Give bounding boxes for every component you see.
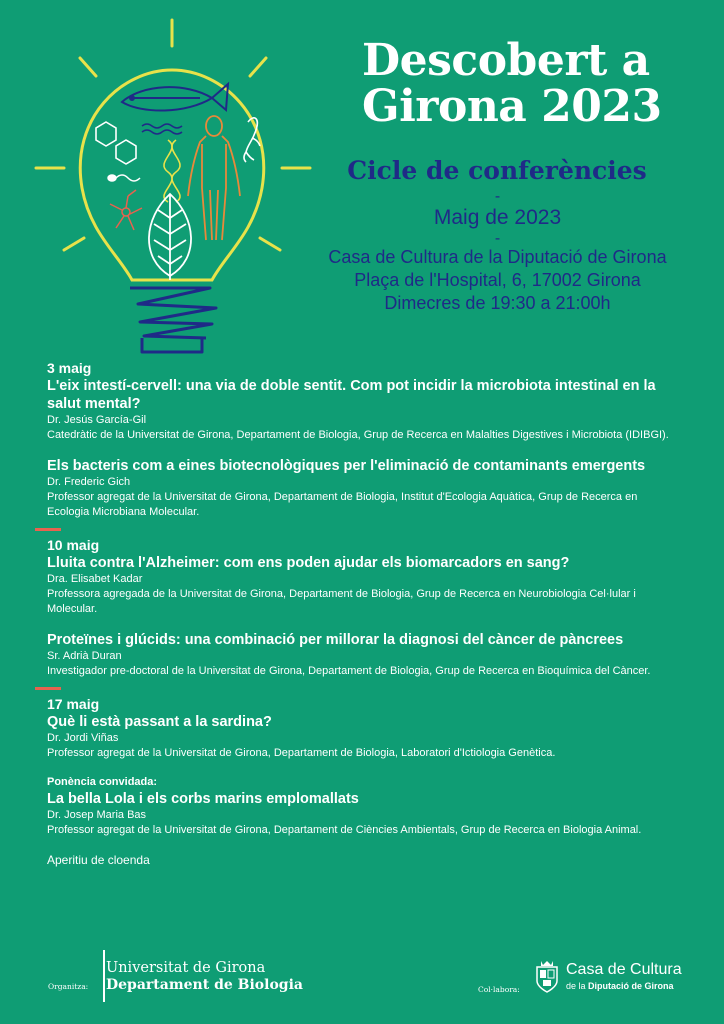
- day-section: [47, 537, 681, 679]
- day-section: [47, 360, 681, 520]
- lightbulb-illustration: [30, 18, 330, 358]
- bacterium-icon: [244, 118, 260, 162]
- day-divider: [35, 528, 61, 531]
- talk-speaker: Dr. Josep Maria Bas: [47, 809, 147, 821]
- talk-title: L'eix intestí-cervell: una via de doble sentit. Com pot incidir la microbiota intestinal en la salut mental?: [47, 378, 656, 412]
- talk-speaker: Sr. Adrià Duran: [47, 650, 122, 662]
- separator-dash: -: [494, 230, 501, 247]
- day-section: [47, 696, 681, 838]
- ray-right-bottom: [260, 238, 280, 250]
- human-body-icon: [188, 116, 240, 240]
- coat-of-arms-icon: [534, 959, 560, 993]
- talk: [47, 554, 681, 617]
- program: [47, 360, 681, 868]
- organizer-label: Organitza:: [48, 982, 89, 991]
- partner-sub-bold: Diputació de Girona: [588, 981, 674, 991]
- collaborator-label: Col·labora:: [478, 985, 520, 994]
- subtitle: Cicle de conferències: [347, 156, 647, 185]
- ray-left-top: [80, 58, 96, 76]
- fish-icon: [122, 84, 228, 111]
- talk-affiliation: Professor agregat de la Universitat de Girona, Departament de Biologia, Laboratori d'Ictiologia Genètica.: [47, 747, 556, 759]
- talk-speaker: Dr. Jordi Viñas: [47, 732, 119, 744]
- title-line-1: Descobert a: [362, 35, 650, 86]
- schedule: Dimecres de 19:30 a 21:00h: [384, 293, 611, 313]
- partner-subtitle: [566, 981, 674, 991]
- university-logo-rule: [103, 950, 105, 1002]
- talk-affiliation: Catedràtic de la Universitat de Girona, Departament de Biologia, Grup de Recerca en Malalties Digestives i Microbiota (IDIBGI).: [47, 429, 669, 441]
- talk-speaker: Dr. Frederic Gich: [47, 476, 131, 488]
- invited-label: Ponència convidada:: [47, 776, 158, 788]
- department-name: Departament de Biologia: [106, 977, 303, 993]
- talk-title: La bella Lola i els corbs marins emplomallats: [47, 791, 359, 807]
- closing-note: Aperitiu de cloenda: [47, 853, 150, 867]
- leaf-icon: [149, 194, 191, 280]
- talk-title: Què li està passant a la sardina?: [47, 714, 272, 730]
- talk-affiliation: Professora agregada de la Universitat de Girona, Departament de Biologia, Grup de Recerca en Neurobiologia Cel·lular i Molecular.: [47, 588, 636, 615]
- ray-right-top: [250, 58, 266, 76]
- neuron-icon: [110, 190, 142, 230]
- sperm-icon: [108, 175, 140, 181]
- talk-title: Lluita contra l'Alzheimer: com ens poden ajudar els biomarcadors en sang?: [47, 555, 570, 571]
- event-info: [310, 190, 685, 315]
- talk-title: Els bacteris com a eines biotecnològiques per l'eliminació de contaminants emergents: [47, 458, 646, 474]
- venue-line-2: Plaça de l'Hospital, 6, 17002 Girona: [354, 270, 641, 290]
- university-name: Universitat de Girona: [106, 960, 266, 976]
- talk: [47, 377, 681, 443]
- talk-speaker: Dr. Jesús García-Gil: [47, 414, 147, 426]
- partner-name: Casa de Cultura: [566, 961, 682, 978]
- bulb-base: [130, 288, 216, 352]
- separator-dash: -: [494, 188, 501, 205]
- talk-title: Proteïnes i glúcids: una combinació per millorar la diagnosi del càncer de pàncrees: [47, 632, 624, 648]
- day-date: 17 maig: [47, 696, 100, 712]
- partner-sub-prefix: de la: [566, 981, 586, 991]
- talk-speaker: Dra. Elisabet Kadar: [47, 573, 143, 585]
- talk: [47, 713, 681, 761]
- dna-icon: [164, 140, 180, 202]
- talk-affiliation: Professor agregat de la Universitat de Girona, Departament de Ciències Ambientals, Grup de Recerca en Biologia Animal.: [47, 824, 642, 836]
- ray-left-bottom: [64, 238, 84, 250]
- day-date: 3 maig: [47, 360, 92, 376]
- invited-talk: [47, 775, 681, 838]
- page-title: [362, 35, 692, 132]
- waves-icon: [142, 124, 182, 134]
- talk-affiliation: Professor agregat de la Universitat de Girona, Departament de Biologia, Institut d'Ecologia Aquàtica, Grup de Recerca en Ecologia Microbiana Molecular.: [47, 491, 638, 518]
- day-divider: [35, 687, 61, 690]
- talk: [47, 631, 681, 679]
- talk-affiliation: Investigador pre-doctoral de la Universitat de Girona, Departament de Biologia, Grup de Recerca en Bioquímica del Càncer.: [47, 665, 651, 677]
- day-date: 10 maig: [47, 537, 100, 553]
- talk: [47, 457, 681, 520]
- collaborator-block: [478, 955, 698, 1005]
- title-line-2: Girona 2023: [362, 81, 662, 132]
- organizer-block: [48, 950, 308, 1006]
- venue-line-1: Casa de Cultura de la Diputació de Girona: [328, 247, 667, 267]
- event-month: Maig de 2023: [433, 206, 562, 229]
- molecule-icon: [96, 122, 136, 164]
